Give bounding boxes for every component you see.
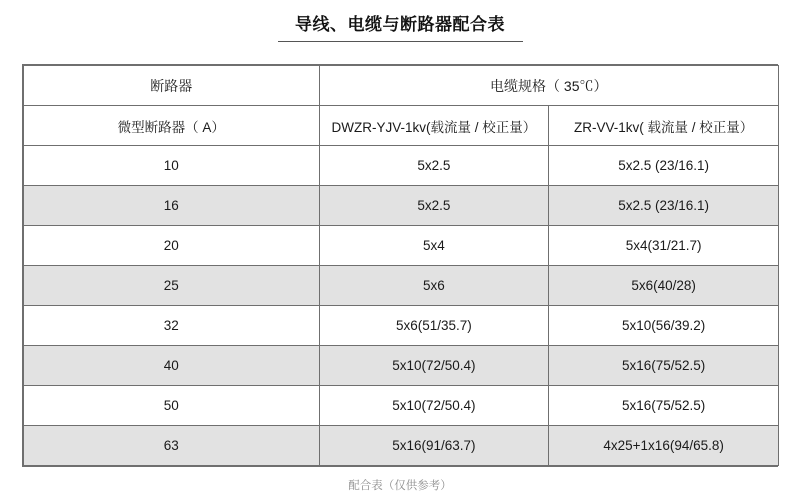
cell-breaker: 10 — [24, 146, 320, 186]
cell-dwzr: 5x4 — [319, 226, 549, 266]
cell-zrvv: 5x16(75/52.5) — [549, 346, 779, 386]
subheader-cell-zrvv: ZR-VV-1kv( 载流量 / 校正量） — [549, 106, 779, 146]
cell-dwzr: 5x6(51/35.7) — [319, 306, 549, 346]
cell-dwzr: 5x10(72/50.4) — [319, 386, 549, 426]
cell-dwzr: 5x16(91/63.7) — [319, 426, 549, 466]
header-cell-cable-spec: 电缆规格（ 35℃） — [319, 66, 778, 106]
cell-dwzr: 5x10(72/50.4) — [319, 346, 549, 386]
cell-dwzr: 5x6 — [319, 266, 549, 306]
table-header-row — [24, 66, 779, 106]
table-row — [24, 306, 779, 346]
cell-zrvv: 5x2.5 (23/16.1) — [549, 146, 779, 186]
table-row — [24, 386, 779, 426]
cell-zrvv: 5x16(75/52.5) — [549, 386, 779, 426]
table-row — [24, 226, 779, 266]
cell-breaker: 16 — [24, 186, 320, 226]
cell-zrvv: 5x2.5 (23/16.1) — [549, 186, 779, 226]
table-row — [24, 186, 779, 226]
table-row — [24, 266, 779, 306]
table-body — [24, 66, 779, 466]
table-subheader-row — [24, 106, 779, 146]
cell-breaker: 50 — [24, 386, 320, 426]
cable-breaker-table — [23, 65, 779, 466]
cell-breaker: 40 — [24, 346, 320, 386]
cell-breaker: 20 — [24, 226, 320, 266]
cell-zrvv: 4x25+1x16(94/65.8) — [549, 426, 779, 466]
cell-zrvv: 5x10(56/39.2) — [549, 306, 779, 346]
page-title: 导线、电缆与断路器配合表 — [295, 15, 505, 34]
cell-zrvv: 5x6(40/28) — [549, 266, 779, 306]
header-cell-breaker: 断路器 — [24, 66, 320, 106]
title-underline — [278, 41, 523, 42]
cell-breaker: 63 — [24, 426, 320, 466]
table-row — [24, 426, 779, 466]
cell-breaker: 25 — [24, 266, 320, 306]
table-row — [24, 146, 779, 186]
cell-breaker: 32 — [24, 306, 320, 346]
subheader-cell-dwzr: DWZR-YJV-1kv(载流量 / 校正量） — [319, 106, 549, 146]
subheader-cell-breaker-unit: 微型断路器（ A） — [24, 106, 320, 146]
table-row — [24, 346, 779, 386]
cell-zrvv: 5x4(31/21.7) — [549, 226, 779, 266]
cable-breaker-table-container — [22, 64, 778, 467]
cell-dwzr: 5x2.5 — [319, 186, 549, 226]
cell-dwzr: 5x2.5 — [319, 146, 549, 186]
footer-note: 配合表（仅供参考） — [348, 480, 452, 492]
